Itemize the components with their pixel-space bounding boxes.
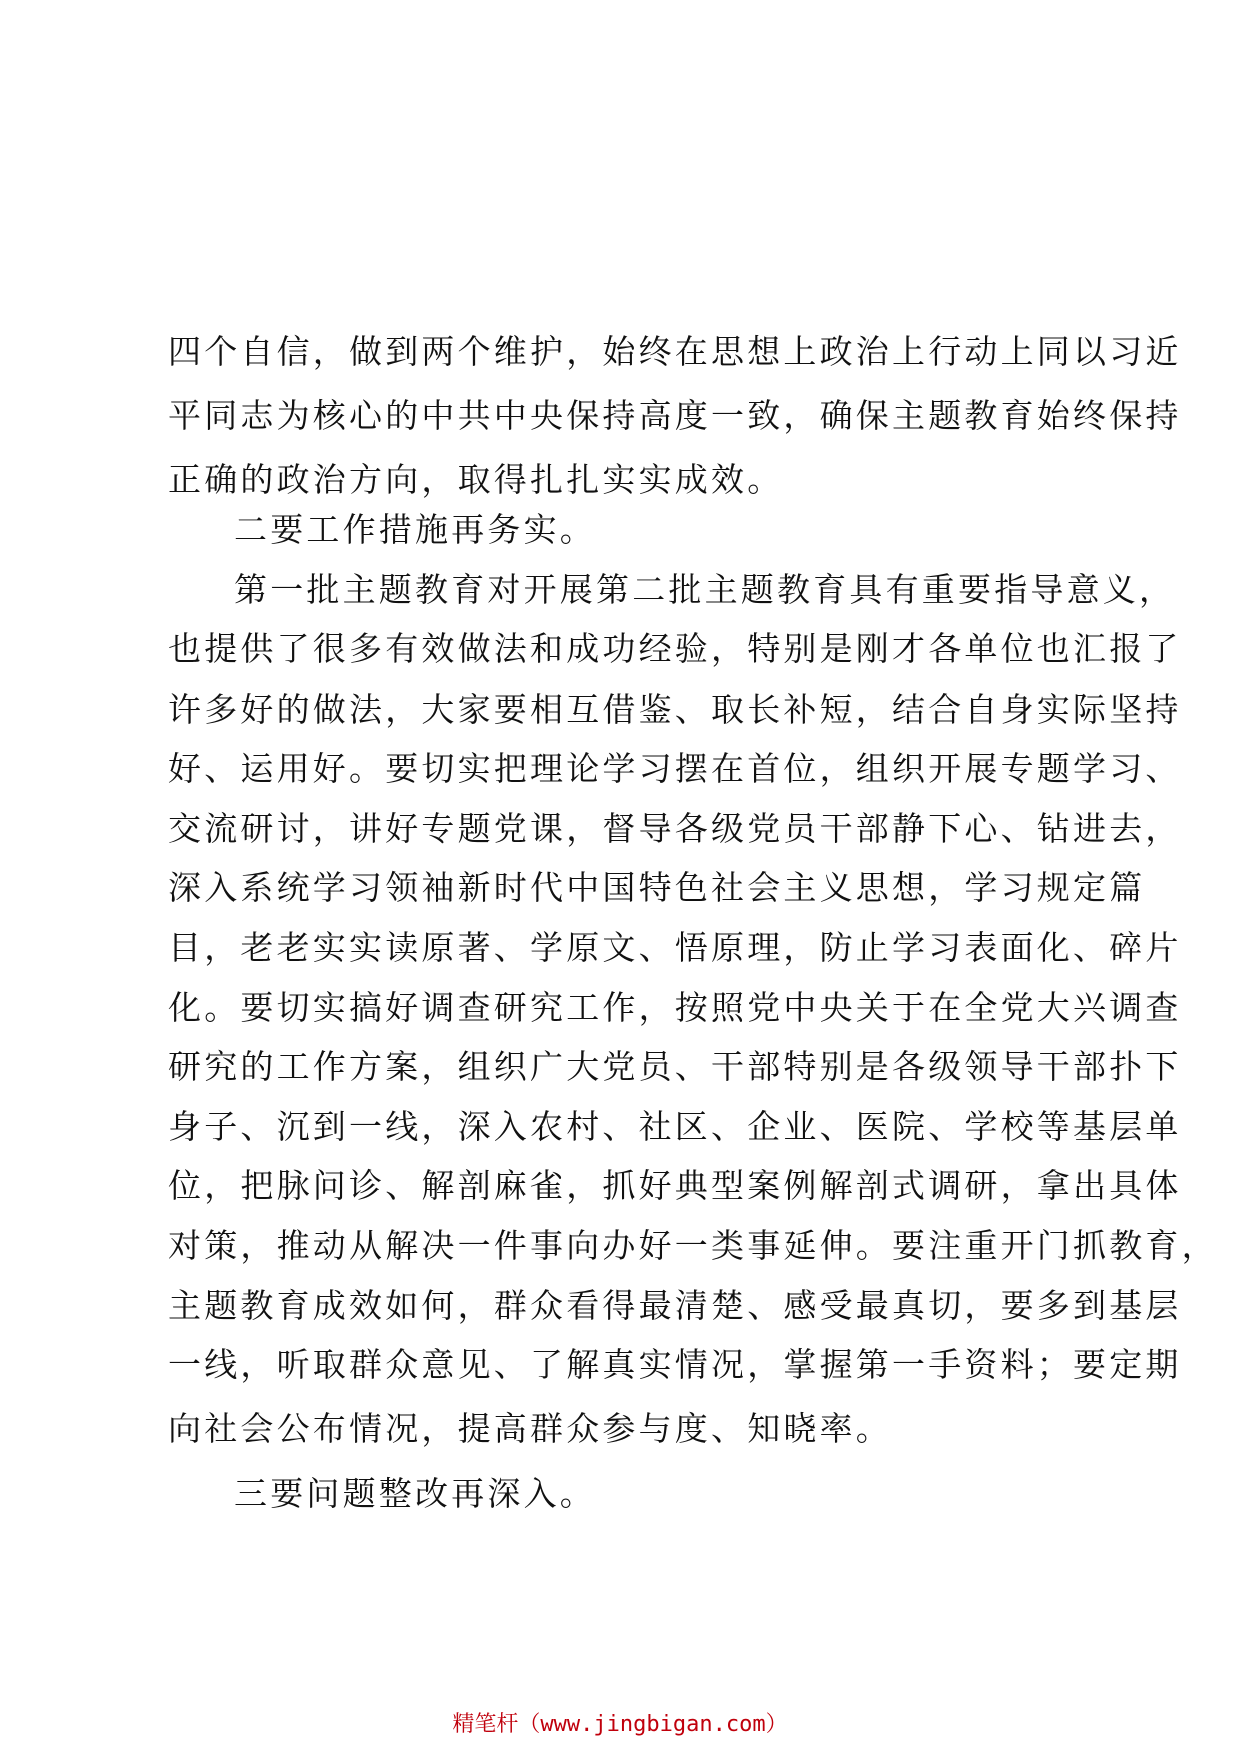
paragraph-line: 正确的政治方向，取得扎扎实实成效。 bbox=[168, 460, 784, 499]
paragraph-line: 向社会公布情况，提高群众参与度、知晓率。 bbox=[168, 1409, 892, 1448]
paragraph-line: 主题教育成效如何，群众看得最清楚、感受最真切，要多到基层 bbox=[168, 1286, 1182, 1325]
paragraph-line: 深入系统学习领袖新时代中国特色社会主义思想，学习规定篇 bbox=[168, 868, 1146, 907]
paragraph-line: 位，把脉问诊、解剖麻雀，抓好典型案例解剖式调研，拿出具体 bbox=[168, 1166, 1182, 1205]
paragraph-line: 四个自信，做到两个维护，始终在思想上政治上行动上同以习近 bbox=[168, 332, 1182, 371]
paragraph-line: 研究的工作方案，组织广大党员、干部特别是各级领导干部扑下 bbox=[168, 1047, 1182, 1086]
paragraph-line: 目，老老实实读原著、学原文、悟原理，防止学习表面化、碎片 bbox=[168, 928, 1182, 967]
paragraph-line: 一线，听取群众意见、了解真实情况，掌握第一手资料；要定期 bbox=[168, 1345, 1182, 1384]
paragraph-line: 对策，推动从解决一件事向办好一类事延伸。要注重开门抓教育， bbox=[168, 1226, 1218, 1265]
footer-watermark-link[interactable]: 精笔杆（www.jingbigan.com） bbox=[452, 1712, 788, 1737]
paragraph-line: 平同志为核心的中共中央保持高度一致，确保主题教育始终保持 bbox=[168, 396, 1182, 435]
section-heading: 二要工作措施再务实。 bbox=[234, 510, 596, 549]
paragraph-line: 也提供了很多有效做法和成功经验，特别是刚才各单位也汇报了 bbox=[168, 629, 1182, 668]
paragraph-line: 第一批主题教育对开展第二批主题教育具有重要指导意义， bbox=[234, 570, 1176, 609]
section-heading: 三要问题整改再深入。 bbox=[234, 1474, 596, 1513]
paragraph-line: 好、运用好。要切实把理论学习摆在首位，组织开展专题学习、 bbox=[168, 749, 1182, 788]
paragraph-line: 身子、沉到一线，深入农村、社区、企业、医院、学校等基层单 bbox=[168, 1107, 1182, 1146]
paragraph-line: 化。要切实搞好调查研究工作，按照党中央关于在全党大兴调查 bbox=[168, 988, 1182, 1027]
paragraph-line: 许多好的做法，大家要相互借鉴、取长补短，结合自身实际坚持 bbox=[168, 690, 1182, 729]
paragraph-line: 交流研讨，讲好专题党课，督导各级党员干部静下心、钻进去， bbox=[168, 809, 1182, 848]
